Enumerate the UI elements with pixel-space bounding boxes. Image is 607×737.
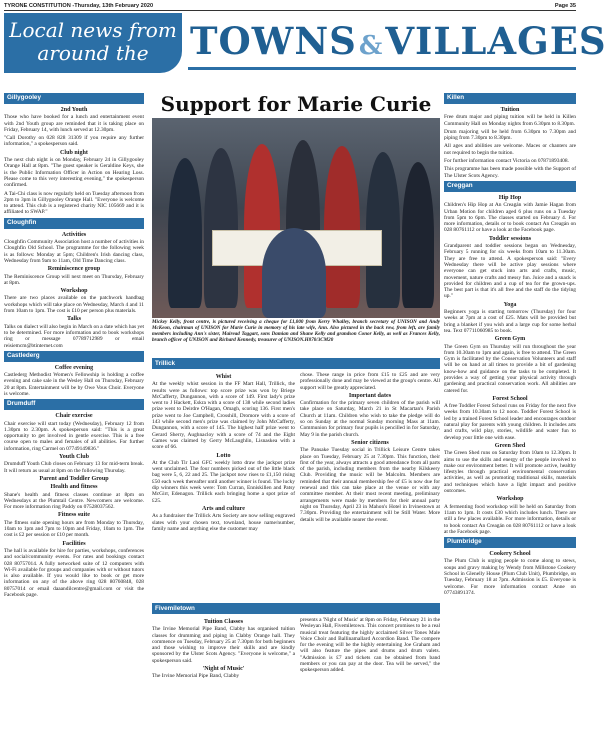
subhead: 2nd Youth xyxy=(60,107,88,113)
section-header-gillygooley: Gillygooley xyxy=(4,93,144,104)
paragraph: Shane's health and fitness classes continue at 8pm on Wednesdays at the Plumtail Centre. Newcomers are welcome. For more information ring Paddy on 07528037562. xyxy=(4,491,144,511)
paragraph: Those who have booked for a lunch and entertainment event with 2nd Youth group are reminded that it is taking place on Friday, February 14, with lunch served at 12.30pm. xyxy=(4,114,144,133)
page-header xyxy=(4,2,576,11)
subhead: Arts and culture xyxy=(202,505,245,512)
section-header-killen: Killen xyxy=(444,93,576,104)
photo-caption: Mickey Kelly, front centre, is pictured receiving a cheque for £1,000 from Kerry Whalley, branch secretary of UNISON and Andy McKeon, chairman of UNISON for Marie Curie in memory of his late wife, Ann. Also pictured in the back row, from left, are family members including Ann's sister, Mairead Taggart, sons Damian and Shane Kelly and grandson Conor Kelly, as well as Frances Kelly, branch officer of UNISON and Richard Kennedy, treasurer of UNISON.H870/3CM20 xyxy=(152,319,440,343)
fivemiletown-column-left xyxy=(152,617,295,682)
banner-script-line1: Local news from xyxy=(9,18,177,42)
paragraph: Chair exercise will start today (Wednesday), February 12 from 1.30pm to 2.30pm. A spokesperson said: "This is a great opportunity to get involved in gentle exercise. This is a free course open to males and females of all abilities. For further information, ring Carmel on 07749149836." xyxy=(4,420,144,452)
paragraph: Beginners yoga is starting tomorrow (Thursday) for four weeks at 7pm at a cost of £25. Mats will be provided but bring a blanket if you wish and a large cup for some herbal tea. Text 07711060985 to book. xyxy=(444,309,576,334)
subhead: Toddler sessions xyxy=(488,235,532,242)
section-header-trillick: Trillick xyxy=(152,358,440,369)
paragraph: The Irvine Memorial Pipe Band, Clabby has organised tuition classes for drumming and piping in Clabby Orange hall. They commence on Tuesday, February 25 at 7.30pm for both beginners and those wishing to improve their skills and are kindly sponsored by the Ulster Scots Agency. "Everyone is welcome," a spokesperson said. xyxy=(152,626,295,664)
subhead: Senior citizens xyxy=(351,439,389,446)
paragraph: The Pansake Tuesday social in Trillick Leisure Centre takes place on Tuesday, February 25 at 7.30pm. This function, their first of the year, always attracts a good attendance from all parts of the parish, including members from the nearby Kilskeery Club. Providing the music will be Malcolm. Members are reminded that their annual membership fee of £5 is now due for renewal and this can take place at the venue or with any committee member. At their most recent meeting, preliminary arrangements were made by members for their annual party night on Thursday, April 23 in Mahon's Hotel in Irvinestown at 7.30pm. Providing the entertainment will be Still Water. More details will be available nearer the event. xyxy=(300,447,440,523)
publication-date: TYRONE CONSTITUTION -Thursday, 13th February 2020 xyxy=(4,3,154,9)
paragraph: Castlederg Methodist Women's Fellowship is holding a coffee evening and cake sale in the Wesley Hall on Thursday, February 20 at 8pm. Entertainment will be by Owe Vous Choir. Everyone is welcome. xyxy=(4,372,144,397)
subhead: Chair exercise xyxy=(55,413,93,420)
paragraph: Talks on dialect will also begin in March on a date which has yet to be determined. For more information and to book workshops ring or message 07789712989 or email reisiemcm@btinternet.com xyxy=(4,323,144,349)
paragraph: As a fundraiser the Trillick Arts Society are now selling engraved slates with your chosen text, townland, house name/number, family name and anything else the customer may xyxy=(152,513,295,532)
paragraph: The hall is available for hire for parties, workshops, conferences and social/community events. For rates and bookings contact 028 80757014. A fully networked suite of 12 computers with Wi-Fi available for groups and companies with or without tutors is also available. If you would like to book or get more information on any of the above ring 028 80760848, 028 80757014 or email daaandilcentre@gmail.com or visit the Facebook page. xyxy=(4,547,144,598)
subhead: Health and fitness xyxy=(50,484,98,491)
paragraph: Drum majoring will be held from 6.30pm to 7.30pm and piping from 7.30pm to 8.30pm. xyxy=(444,128,576,142)
paragraph: All ages and abilities are welcome. Maces or chanters are not required to begin the tuition. xyxy=(444,143,576,156)
banner-underline xyxy=(188,67,576,70)
subhead: Tuition xyxy=(500,107,520,113)
paragraph: At the Club Tir Laoi GFC weekly lotto draw the jackpot prize went unclaimed. The four numbers picked out of the little black bag were 5, 6, 22 and 25. The jackpot now rises to £1,150 rising £50 each week thereafter until another winner is found. The lucky dip winners this week were: Tom Curran, Enniskillen and Patsy McGirr, Edenagon. Trillick each bringing home a spot prize of £25. xyxy=(152,459,295,504)
group-photo xyxy=(152,118,440,318)
paragraph: The Reminiscence Group will next meet on Thursday, February at 8pm. xyxy=(4,273,144,286)
paragraph: At the weekly whist session in the FF Mart Hall, Trillick, the results were as follows: top score prize was won by Briege McCafferty, Dungannon, with a score of 149. First lady's prize went to J Hackett, Eskra with a score of 138 while second ladies prize went to Deirdre O'Hagan, Omagh, scoring 136. First men's prize went to Joe Campbell, Crosshill, Dromore with a score of 143 while second men's prize was claimed by John McCafferty, Dungannon, with a score of 145. The highest half prize went to Gerard Sherry, Aughnacloy with a score of 74 and the Eight Games was claimed by Gerry McLaughlin, Lisnaskea with a score of 66. xyxy=(152,381,295,451)
subhead: Hip Hop xyxy=(498,194,522,201)
section-banner xyxy=(4,13,607,73)
trillick-column-right xyxy=(300,372,440,525)
subhead: Green Shed xyxy=(494,442,526,449)
paragraph: The Green Shed runs on Saturday from 10am to 12.30pm. It aims to use the skills and energy of the people involved to make our environment better. It will promote active, healthy lifestyles through practical environmental conservation activities, as well as promoting traditional skills, materials and techniques which have a light impact and positive outcomes. xyxy=(444,450,576,495)
subhead: Whist xyxy=(215,374,232,380)
section-header-drumduff: Drumduff xyxy=(4,399,144,410)
paragraph: Drumduff Youth Club closes on February 13 for mid-term break. It will return as usual at 8pm on the following Thursday. xyxy=(4,461,144,474)
section-header-fivemiletown: Fivemiletown xyxy=(152,603,440,614)
paragraph: presents a 'Night of Music' at 8pm on Friday, February 21 in the Wesleyan Hall, Fivemiletown. This concert promises to be a real musical treat featuring the highly acclaimed Silver Tones Male Voice Choir and Ballinamallard Accordion Band. The compere for the evening will be the highly entertaining Joe Graham and will also feature the pipes and drums and drum valets. "Admission is £7 and tickets can be obtained from band members or you can pay at the door. Tea will be served," the spokesperson added. xyxy=(300,617,440,674)
paragraph: Children's Hip Hop at An Creagán with Jamie Hagan from Urban Motion for children aged 6 plus runs on a Tuesday from 5pm to 6pm. The classes started on February 4. For more information, details or to book contact An Creagán on 028 80761112 or have a look at the Facebook page. xyxy=(444,202,576,234)
paragraph: The next club night is on Monday, February 24 in Gillygooley Orange Hall at 8pm. "The guest speaker is Geraldine Keys, she is the Public Information Officer in Action on Hearing Loss. Please come to this very interesting evening," the spokesperson confirmed. xyxy=(4,157,144,189)
trillick-column-left xyxy=(152,372,295,534)
subhead: Reminiscence group xyxy=(47,266,101,273)
paragraph: Grandparent and toddler sessions began on Wednesday, February 5 running for six weeks from 10am to 11.30am. They are free to attend. A spokesperson said: "Every Wednesday there will be active play sessions where everyone can get stuck into arts and crafts, music, movement, nature crafts and messy fun. Juice and a snack is provided for children and a cup of tea for the grown-ups. The best part is that it's all free and the staff do the tidying up." xyxy=(444,243,576,300)
subhead: Workshop xyxy=(60,288,88,295)
subhead: Cookery School xyxy=(489,551,531,558)
subhead: 'Night of Music' xyxy=(202,666,245,673)
paragraph: The Plum Club is urging people to come along to stews, soups and gravy making by Wendy from Millstone Cookery School in Glenelly House (Plum Club Unit), Plumbridge, on Tuesday, February 18 at 7pm. Admission is £5. Everyone is welcome. For more information contact Anne on 07743891374. xyxy=(444,558,576,596)
paragraph: There are two places available on the patchwork handbag workshops which will take place on Wednesday, March 4 and 11 from 10am to 1pm. The cost is £10 per person plus materials. xyxy=(4,295,144,315)
subhead: Activities xyxy=(61,231,87,238)
paragraph: For further information contact Victoria on 07871893408. xyxy=(444,158,569,165)
section-header-castlederg: Castlederg xyxy=(4,351,144,362)
subhead: Club night xyxy=(60,149,88,156)
left-column xyxy=(4,93,144,600)
subhead: Facilities xyxy=(62,540,86,547)
fivemiletown-column-right xyxy=(300,617,440,676)
section-header-cloughfin: Cloughfin xyxy=(4,218,144,229)
page-number: Page 35 xyxy=(554,3,576,9)
banner-script-line2: around the xyxy=(37,41,149,65)
subhead: Forest School xyxy=(492,395,528,402)
main-headline: Support for Marie Curie xyxy=(160,92,432,116)
subhead: Tuition Classes xyxy=(203,619,244,625)
banner-ampersand: & xyxy=(358,31,384,61)
subhead: Coffee evening xyxy=(54,364,94,371)
subhead: Parent and Toddler Group xyxy=(39,475,109,482)
subhead: Yoga xyxy=(503,301,517,308)
subhead: Fitness suite xyxy=(58,512,90,519)
right-column xyxy=(444,93,576,598)
paragraph: A free Toddler Forest School runs on Friday for the next five weeks from 10.30am to 12 noon. Toddler Forest School is led by a trained Forest School leader and encourages outdoor natural play for parents with young children. It includes arts and crafts, wild play, stories, wildlife and water fun to develop your little one with ease. xyxy=(444,403,576,441)
paragraph: A fermenting food workshop will be held on Saturday from 11am to 1pm. It costs £30 which includes lunch. There are still a few places available. For more information, details or to book contact An Creagán on 028 80761112 or have a look at the Facebook page. xyxy=(444,503,576,535)
subhead: Workshop xyxy=(496,496,524,503)
paragraph: Free drum major and piping tuition will be held in Killen Community Hall on Monday nights from 6.30pm to 8.30pm. xyxy=(444,114,576,127)
paragraph: chose. These range in price from £15 to £25 and are very professionally done and may be viewed at the group's centre. All support will be greatly appreciated. xyxy=(300,372,440,391)
paragraph: The Green Gym on Thursday will run throughout the year from 10.30am to 1pm and again, is free to attend. The Green Gym is facilitated by the Conservation Volunteers and staff will be on hand at all times to provide a bit of gardening know-how and guidance on the tasks to be completed. It provides a way of getting your physical activity through gardening and practical conservation work. All abilities are catered for. xyxy=(444,343,576,394)
banner-title-left: TOWNS xyxy=(190,19,357,63)
paragraph: "Call Dorothy on 028 828 31309 if you require any further information," a spokesperson said. xyxy=(4,135,144,148)
section-header-plumbridge: Plumbridge xyxy=(444,537,576,548)
paragraph: This programme has been made possible with the Support of The Ulster Scots Agency. xyxy=(444,166,576,179)
paragraph: Cloughfin Community Association host a number of activities in Cloughfin Old School. The programme for the following week is as follows: Monday at 5pm; Children's Irish dancing class, Wednesday from 9am to 11am, Old Time Dancing class. xyxy=(4,239,144,264)
section-header-creggan: Creggan xyxy=(444,181,576,192)
subhead: Talks xyxy=(66,316,81,323)
subhead: Green Gym xyxy=(494,336,526,343)
subhead: Lotto xyxy=(216,452,231,459)
subhead: Important dates xyxy=(348,392,392,399)
banner-title-right: VILLAGES xyxy=(385,19,607,63)
subhead: Youth Club xyxy=(59,454,89,461)
banner-title xyxy=(190,19,607,68)
paragraph: The fitness suite opening hours are from Monday to Thursday, 10am to 1pm and 7pm to 10pm and Friday, 10am to 1pm. The cost is £2 per session or £10 per month. xyxy=(4,519,144,539)
paragraph: The Irvine Memorial Pipe Band, Clabby xyxy=(152,673,240,680)
paragraph: Confirmation for the primary seven children of the parish will take place on Saturday, March 21 in St Macartan's Parish Church at 11am. Children who wish to take the pledge will do so on Sunday at the normal Sunday morning Mass at 11am. Communion for primary four pupils is pencilled in for Saturday, May 9 in the parish church. xyxy=(300,400,440,438)
paragraph: A Tai-Chi class is now regularly held on Tuesday afternoon from 2pm to 3pm in Gillygooley Orange Hall. "Everyone is welcome to attend. This club is a registered charity NIC 105669 and it is affiliated to SWAP." xyxy=(4,190,144,216)
